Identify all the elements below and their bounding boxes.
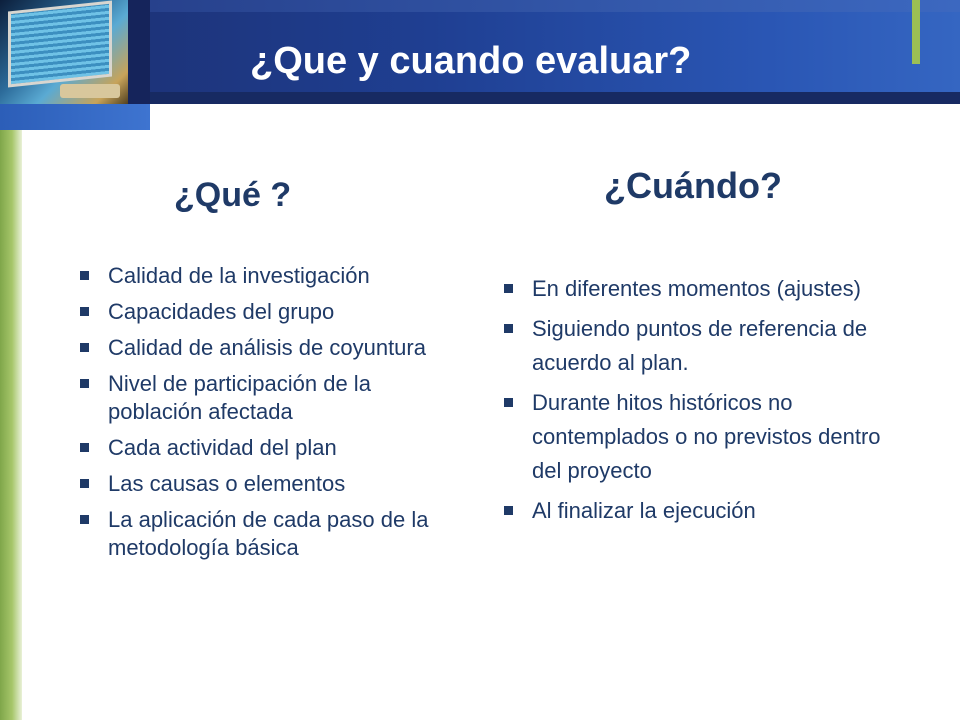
monitor-base: [60, 84, 120, 98]
list-item-text: Al finalizar la ejecución: [532, 498, 756, 523]
list-item-text: Las causas o elementos: [108, 471, 346, 496]
square-bullet-icon: [504, 284, 513, 293]
list-item: [76, 334, 448, 362]
list-item-text: Calidad de análisis de coyuntura: [108, 335, 426, 360]
right-bullet-list: [500, 272, 910, 534]
list-item-text: Capacidades del grupo: [108, 299, 335, 324]
list-item: [500, 494, 910, 528]
list-item: [76, 298, 448, 326]
header-bottom-stripe: [150, 92, 960, 104]
left-bullet-list: [76, 262, 448, 570]
list-item-text: Durante hitos históricos no contemplados o no previstos dentro del proyecto: [532, 390, 881, 483]
square-bullet-icon: [80, 271, 89, 280]
list-item-text: Nivel de participación de la población afectada: [108, 371, 371, 424]
right-column-heading: ¿Cuándo?: [604, 165, 782, 206]
slide-title: ¿Que y cuando evaluar?: [250, 40, 692, 82]
list-item: [76, 506, 448, 562]
monitor-screen: [8, 1, 112, 88]
list-item: [76, 434, 448, 462]
list-item-text: Cada actividad del plan: [108, 435, 337, 460]
computer-monitor-image: [0, 0, 128, 104]
list-item: [500, 312, 910, 380]
square-bullet-icon: [80, 443, 89, 452]
square-bullet-icon: [504, 324, 513, 333]
list-item-text: La aplicación de cada paso de la metodología básica: [108, 507, 429, 560]
image-bottom-band: [0, 104, 150, 130]
square-bullet-icon: [80, 479, 89, 488]
square-bullet-icon: [80, 343, 89, 352]
header-image-frame: [0, 0, 150, 104]
square-bullet-icon: [80, 515, 89, 524]
square-bullet-icon: [504, 506, 513, 515]
left-column-heading: ¿Qué ?: [174, 176, 292, 214]
list-item-text: Calidad de la investigación: [108, 263, 370, 288]
list-item: [76, 470, 448, 498]
list-item: [500, 272, 910, 306]
header-top-stripe: [150, 0, 960, 12]
square-bullet-icon: [80, 379, 89, 388]
list-item-text: En diferentes momentos (ajustes): [532, 276, 861, 301]
square-bullet-icon: [504, 398, 513, 407]
green-accent-tick: [912, 0, 920, 64]
list-item-text: Siguiendo puntos de referencia de acuerdo al plan.: [532, 316, 868, 375]
square-bullet-icon: [80, 307, 89, 316]
list-item: [500, 386, 910, 488]
list-item: [76, 370, 448, 426]
list-item: [76, 262, 448, 290]
header-band: [0, 0, 960, 104]
